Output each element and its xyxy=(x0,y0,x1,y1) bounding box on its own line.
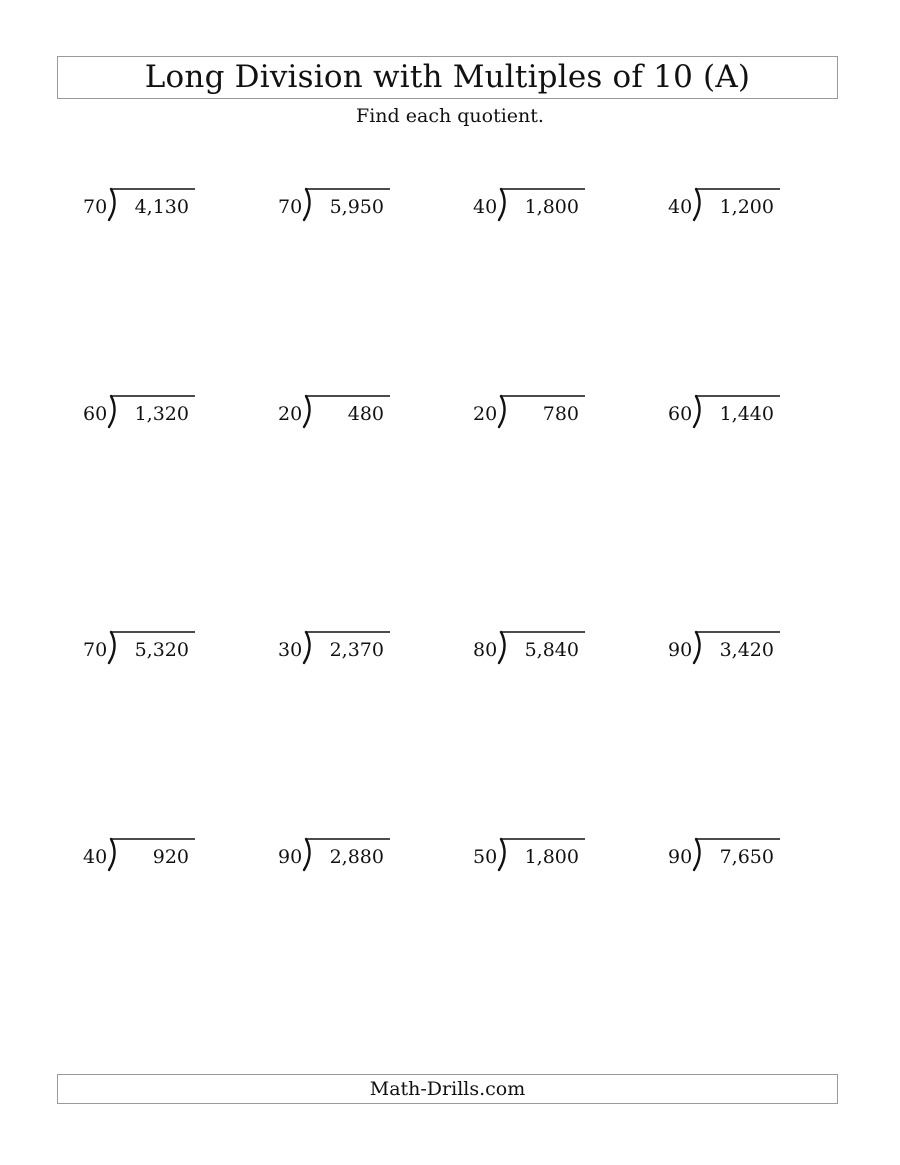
divisor: 40 xyxy=(473,196,498,218)
dividend: 4,130 xyxy=(134,196,189,218)
division-problem xyxy=(473,394,613,434)
dividend: 1,800 xyxy=(524,846,579,868)
division-problem xyxy=(668,394,808,434)
dividend: 1,200 xyxy=(719,196,774,218)
divisor: 60 xyxy=(83,403,108,425)
dividend: 2,880 xyxy=(329,846,384,868)
division-problem xyxy=(83,630,223,670)
division-problem xyxy=(473,187,613,227)
division-problem xyxy=(668,187,808,227)
divisor: 70 xyxy=(83,639,108,661)
division-bracket-icon xyxy=(692,395,710,429)
page-title: Long Division with Multiples of 10 (A) xyxy=(144,59,751,95)
dividend: 1,320 xyxy=(134,403,189,425)
division-bracket-icon xyxy=(302,395,320,429)
divisor: 20 xyxy=(473,403,498,425)
divisor: 50 xyxy=(473,846,498,868)
division-bracket-icon xyxy=(302,838,320,872)
dividend: 7,650 xyxy=(719,846,774,868)
division-bracket-icon xyxy=(692,838,710,872)
division-problem xyxy=(278,394,418,434)
division-bracket-icon xyxy=(497,631,515,665)
dividend: 480 xyxy=(347,403,384,425)
division-problem xyxy=(473,630,613,670)
division-problem xyxy=(668,837,808,877)
division-bracket-icon xyxy=(302,631,320,665)
division-problem xyxy=(83,837,223,877)
dividend: 2,370 xyxy=(329,639,384,661)
division-problem xyxy=(83,187,223,227)
divisor: 90 xyxy=(668,846,693,868)
instructions: Find each quotient. xyxy=(356,105,544,127)
dividend: 780 xyxy=(542,403,579,425)
dividend: 1,800 xyxy=(524,196,579,218)
division-bracket-icon xyxy=(497,188,515,222)
division-problem xyxy=(668,630,808,670)
divisor: 90 xyxy=(278,846,303,868)
divisor: 40 xyxy=(668,196,693,218)
footer-box xyxy=(57,1074,838,1104)
division-problem xyxy=(278,837,418,877)
divisor: 90 xyxy=(668,639,693,661)
division-bracket-icon xyxy=(497,838,515,872)
footer-site-name: Math-Drills.com xyxy=(369,1077,526,1100)
division-problem xyxy=(83,394,223,434)
divisor: 80 xyxy=(473,639,498,661)
dividend: 5,840 xyxy=(524,639,579,661)
division-problem xyxy=(473,837,613,877)
divisor: 70 xyxy=(83,196,108,218)
division-problem xyxy=(278,187,418,227)
division-bracket-icon xyxy=(107,838,125,872)
division-problem xyxy=(278,630,418,670)
divisor: 40 xyxy=(83,846,108,868)
division-bracket-icon xyxy=(692,631,710,665)
divisor: 70 xyxy=(278,196,303,218)
division-bracket-icon xyxy=(692,188,710,222)
divisor: 60 xyxy=(668,403,693,425)
divisor: 30 xyxy=(278,639,303,661)
dividend: 3,420 xyxy=(719,639,774,661)
dividend: 1,440 xyxy=(719,403,774,425)
division-bracket-icon xyxy=(497,395,515,429)
division-bracket-icon xyxy=(302,188,320,222)
divisor: 20 xyxy=(278,403,303,425)
dividend: 5,950 xyxy=(329,196,384,218)
division-bracket-icon xyxy=(107,188,125,222)
division-bracket-icon xyxy=(107,395,125,429)
dividend: 5,320 xyxy=(134,639,189,661)
division-bracket-icon xyxy=(107,631,125,665)
dividend: 920 xyxy=(152,846,189,868)
